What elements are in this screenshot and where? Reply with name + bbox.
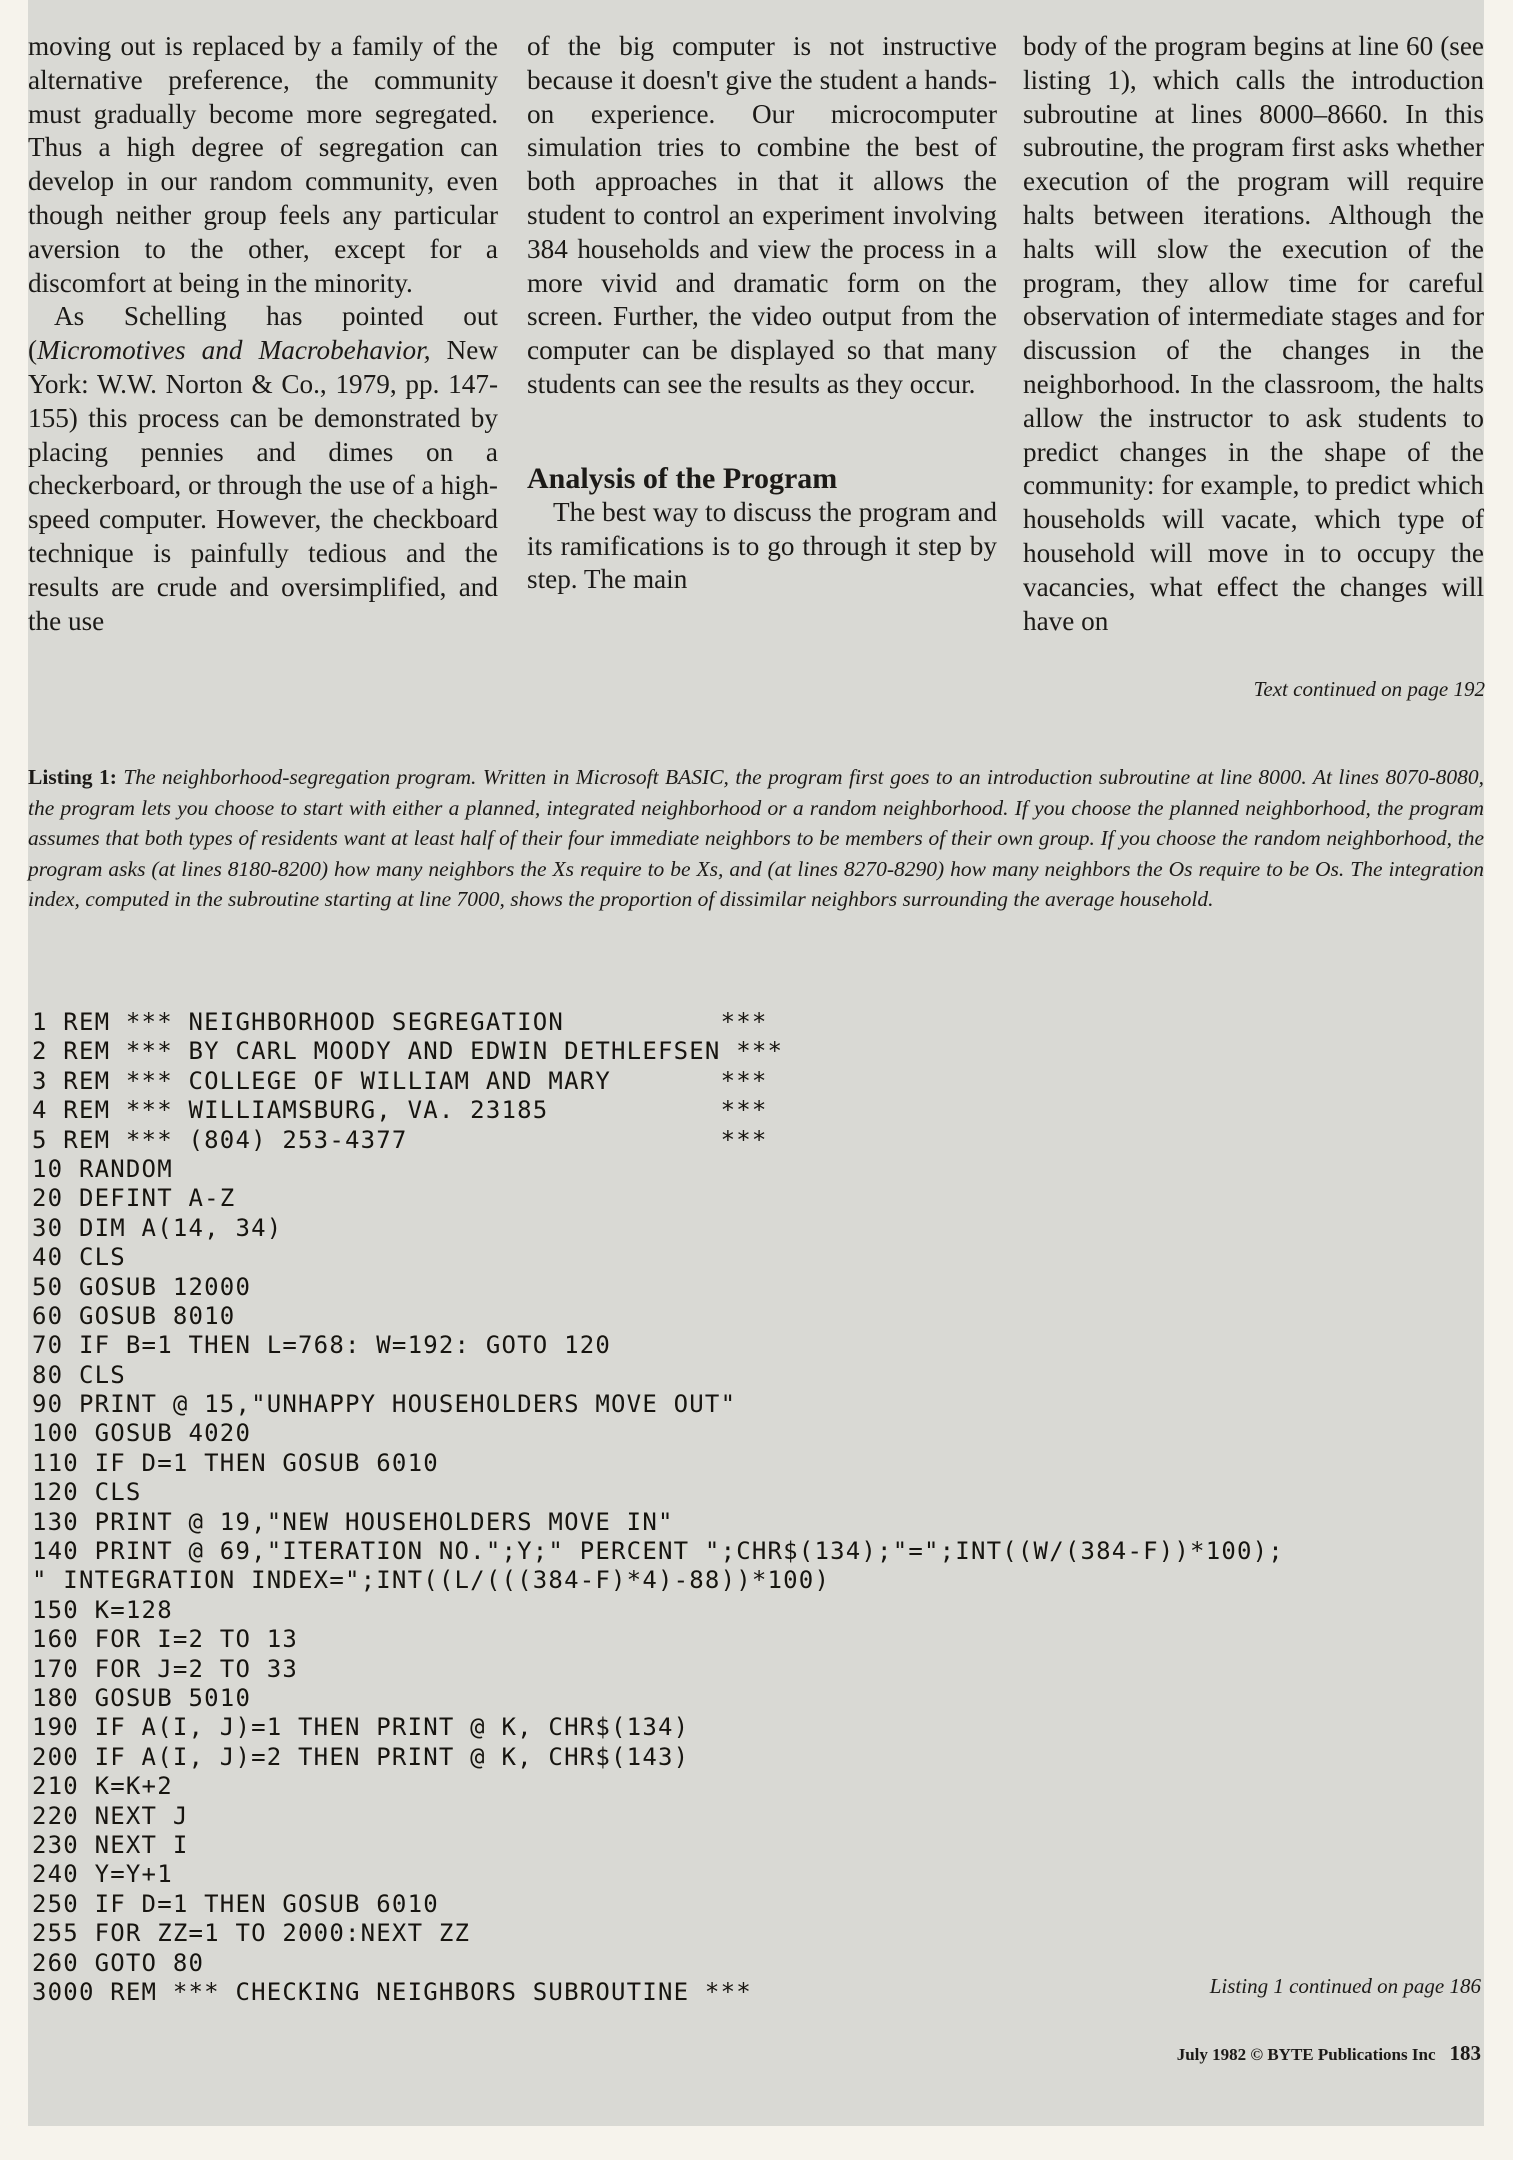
code-line: 230 NEXT I [32,1830,189,1859]
listing-continued-note: Listing 1 continued on page 186 [1209,1974,1481,1998]
code-line: 4 REM *** WILLIAMSBURG, VA. 23185 *** [32,1096,768,1125]
code-line: 220 NEXT J [32,1801,189,1830]
code-line: 120 CLS [32,1478,142,1507]
code-line: 110 IF D=1 THEN GOSUB 6010 [32,1448,439,1477]
paragraph: moving out is replaced by a family of the alternative preference, the community must gradually become more segregated. Thus a high degree of segregation can develop in our random community, even though neither group feels any particular aversion to the other, except for a discomfort at being in the minority. [28,31,498,298]
article-column-3 [1023,30,1484,638]
code-line: 200 IF A(I, J)=2 THEN PRINT @ K, CHR$(143) [32,1742,690,1771]
section-heading: Analysis of the Program [527,461,838,495]
code-line: 130 PRINT @ 19,"NEW HOUSEHOLDERS MOVE IN" [32,1507,674,1536]
code-line: 30 DIM A(14, 34) [32,1213,283,1242]
paragraph: The best way to discuss the program and its ramifications is to go through it step by step. The main [527,496,997,595]
code-line: 170 FOR J=2 TO 33 [32,1654,299,1683]
code-line: 40 CLS [32,1243,126,1272]
code-line: 10 RANDOM [32,1154,173,1183]
code-line: 3000 REM *** CHECKING NEIGHBORS SUBROUTINE *** [32,1977,752,2006]
text-continued-note: Text continued on page 192 [1253,677,1485,701]
listing-caption [28,762,1484,915]
paragraph: body of the program begins at line 60 (see listing 1), which calls the introduction subroutine at lines 8000–8660. In this subroutine, the program first asks whether execution of the program will require halts between iterations. Although the halts will slow the execution of the program, they allow time for careful observation of intermediate stages and for discussion of the changes in the neighborhood. In the classroom, the halts allow the instructor to ask students to predict changes in the shape of the community: for example, to predict which households will vacate, which type of household will move in to occupy the vacancies, what effect the changes will have on [1023,31,1484,636]
book-title: Micromotives and Macrobehavior, [37,335,431,366]
code-listing [32,1008,1482,2007]
article-column-2 [527,30,997,597]
paragraph: of the big computer is not instructive because it doesn't give the student a hands-on experience. Our microcomputer simulation tries to combine the best of both approaches in that it allows the student to control an experiment involving 384 households and view the process in a more vivid and dramatic form on the screen. Further, the video output from the computer can be displayed so that many students can see the results as they occur. [527,31,997,399]
code-line: 70 IF B=1 THEN L=768: W=192: GOTO 120 [32,1331,612,1360]
code-line: 5 REM *** (804) 253-4377 *** [32,1125,768,1154]
caption-label: Listing 1: [28,765,117,789]
code-line: 210 K=K+2 [32,1772,173,1801]
code-line: 80 CLS [32,1360,126,1389]
code-line: " INTEGRATION INDEX=";INT((L/(((384-F)*4)-88))*100) [32,1566,831,1595]
code-line: 100 GOSUB 4020 [32,1419,252,1448]
code-line: 180 GOSUB 5010 [32,1683,252,1712]
article-column-1 [28,30,498,638]
page-number: 183 [1449,2041,1481,2065]
code-line: 255 FOR ZZ=1 TO 2000:NEXT ZZ [32,1919,471,1948]
code-line: 240 Y=Y+1 [32,1860,173,1889]
paragraph [28,300,498,638]
footer-imprint: July 1982 © BYTE Publications Inc [1176,2045,1436,2064]
code-line: 160 FOR I=2 TO 13 [32,1625,299,1654]
code-line: 140 PRINT @ 69,"ITERATION NO.";Y;" PERCENT ";CHR$(134);"=";INT((W/(384-F))*100); [32,1537,1284,1566]
text-run: As Schelling has pointed out ( [28,301,498,366]
code-line: 60 GOSUB 8010 [32,1301,236,1330]
code-line: 190 IF A(I, J)=1 THEN PRINT @ K, CHR$(134) [32,1713,690,1742]
code-line: 260 GOTO 80 [32,1948,205,1977]
code-line: 1 REM *** NEIGHBORHOOD SEGREGATION *** [32,1008,768,1036]
code-line: 250 IF D=1 THEN GOSUB 6010 [32,1889,439,1918]
text-run: New York: W.W. Norton & Co., 1979, pp. 147-155) this process can be demonstrated by placing pennies and dimes on a checkerboard, or through the use of a high-speed computer. However, the checkboard technique is painfully tedious and the results are crude and oversimplified, and the use [28,335,498,636]
code-line: 150 K=128 [32,1595,173,1624]
code-line: 20 DEFINT A-Z [32,1184,236,1213]
caption-text: The neighborhood-segregation program. Written in Microsoft BASIC, the program first goes to an introduction subroutine at line 8000. At lines 8070-8080, the program lets you choose to start with either a planned, integrated neighborhood or a random neighborhood. If you choose the planned neighborhood, the program assumes that both types of residents want at least half of their four immediate neighbors to be members of their own group. If you choose the random neighborhood, the program asks (at lines 8180-8200) how many neighbors the Xs require to be Xs, and (at lines 8270-8290) how many neighbors the Os require to be Os. The integration index, computed in the subroutine starting at line 7000, shows the proportion of dissimilar neighbors surrounding the average household. [28,765,1484,912]
code-line: 50 GOSUB 12000 [32,1272,252,1301]
code-line: 3 REM *** COLLEGE OF WILLIAM AND MARY *** [32,1066,768,1095]
code-line: 90 PRINT @ 15,"UNHAPPY HOUSEHOLDERS MOVE OUT" [32,1390,737,1419]
page-footer [1177,2041,1481,2066]
code-line: 2 REM *** BY CARL MOODY AND EDWIN DETHLEFSEN *** [32,1037,784,1066]
